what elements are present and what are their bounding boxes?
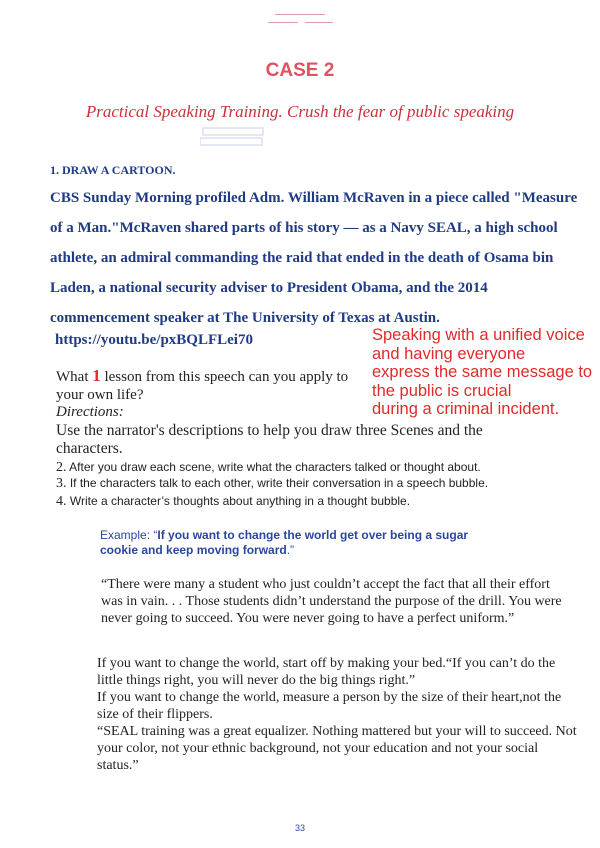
- example-prefix: Example: “: [100, 528, 158, 542]
- question-prefix: What: [56, 369, 93, 385]
- video-link[interactable]: https://youtu.be/pxBQLFLei70: [55, 332, 253, 348]
- page-subtitle: Practical Speaking Training. Crush the fear of public speaking: [85, 102, 515, 121]
- case-title: CASE 2: [265, 60, 335, 81]
- example-quote: [100, 528, 480, 558]
- step-3: [56, 476, 488, 492]
- note-line-4: the public is crucial: [372, 381, 512, 400]
- ghost-watermark-shape: [200, 125, 266, 147]
- step-2-number: 2.: [56, 460, 67, 475]
- directions-text: Use the narrator's descriptions to help you draw three Scenes and the characters.: [56, 422, 483, 457]
- paragraph-1: If you want to change the world, start off by making your bed.“If you can’t do the little things right, you will never do the big things right.”: [97, 656, 556, 688]
- header-rule-2: [268, 22, 298, 23]
- lead-line-1: CBS Sunday Morning profiled Adm. William McRaven in a piece called "Measure: [50, 190, 578, 206]
- lead-line-2: of a Man."McRaven shared parts of his story — as a Navy SEAL, a high school: [50, 220, 558, 236]
- example-suffix: .”: [286, 543, 295, 557]
- directions-label: Directions:: [56, 404, 124, 420]
- page-number: 33: [294, 823, 305, 833]
- step-2: [56, 460, 481, 476]
- note-line-5: during a criminal incident.: [372, 400, 560, 418]
- question-number: 1: [92, 366, 101, 385]
- step-4: [56, 494, 410, 510]
- lead-line-5: commencement speaker at The University of Texas at Austin.: [50, 310, 440, 326]
- step-3-number: 3.: [56, 476, 67, 491]
- header-rule-1: [275, 14, 325, 15]
- step-3-text: If the characters talk to each other, write their conversation in a speech bubble.: [66, 476, 489, 490]
- paragraph-3: “SEAL training was a great equalizer. Nothing mattered but your will to succeed. Not your color, not your ethnic background, not your education and not your social status.”: [97, 724, 577, 773]
- question-rest: lesson from this speech can you apply to your own life?: [56, 369, 349, 403]
- paragraph-block: [97, 655, 577, 774]
- lead-line-3: athlete, an admiral commanding the raid that ended in the death of Osama bin: [50, 250, 554, 266]
- header-rule-3: [305, 22, 333, 23]
- red-annotation: [372, 326, 600, 419]
- ghost-watermark: [200, 125, 266, 147]
- lesson-question: [56, 367, 356, 404]
- section-heading: 1. DRAW A CARTOON.: [50, 163, 176, 177]
- step-4-number: 4.: [56, 494, 67, 509]
- step-2-text: After you draw each scene, write what the characters talked or thought about.: [66, 460, 481, 474]
- note-line-1: Speaking with a unified voice: [372, 326, 585, 344]
- lead-line-4: Laden, a national security adviser to President Obama, and the 2014: [50, 280, 488, 296]
- step-4-text: Write a character’s thoughts about anything in a thought bubble.: [66, 494, 411, 508]
- example-bold: If you want to change the world get over being a sugar cookie and keep moving forward: [100, 528, 469, 557]
- note-line-2: and having everyone: [372, 344, 526, 363]
- drill-quote: “There were many a student who just couldn’t accept the fact that all their effort was in vain. . . Those students didn’t understand the purpose of the drill. You were never going to succeed. You were never going to have a perfect uniform.”: [101, 577, 562, 626]
- note-line-3: express the same message to: [372, 363, 593, 381]
- paragraph-2: If you want to change the world, measure a person by the size of their heart,not the size of their flippers.: [97, 690, 562, 722]
